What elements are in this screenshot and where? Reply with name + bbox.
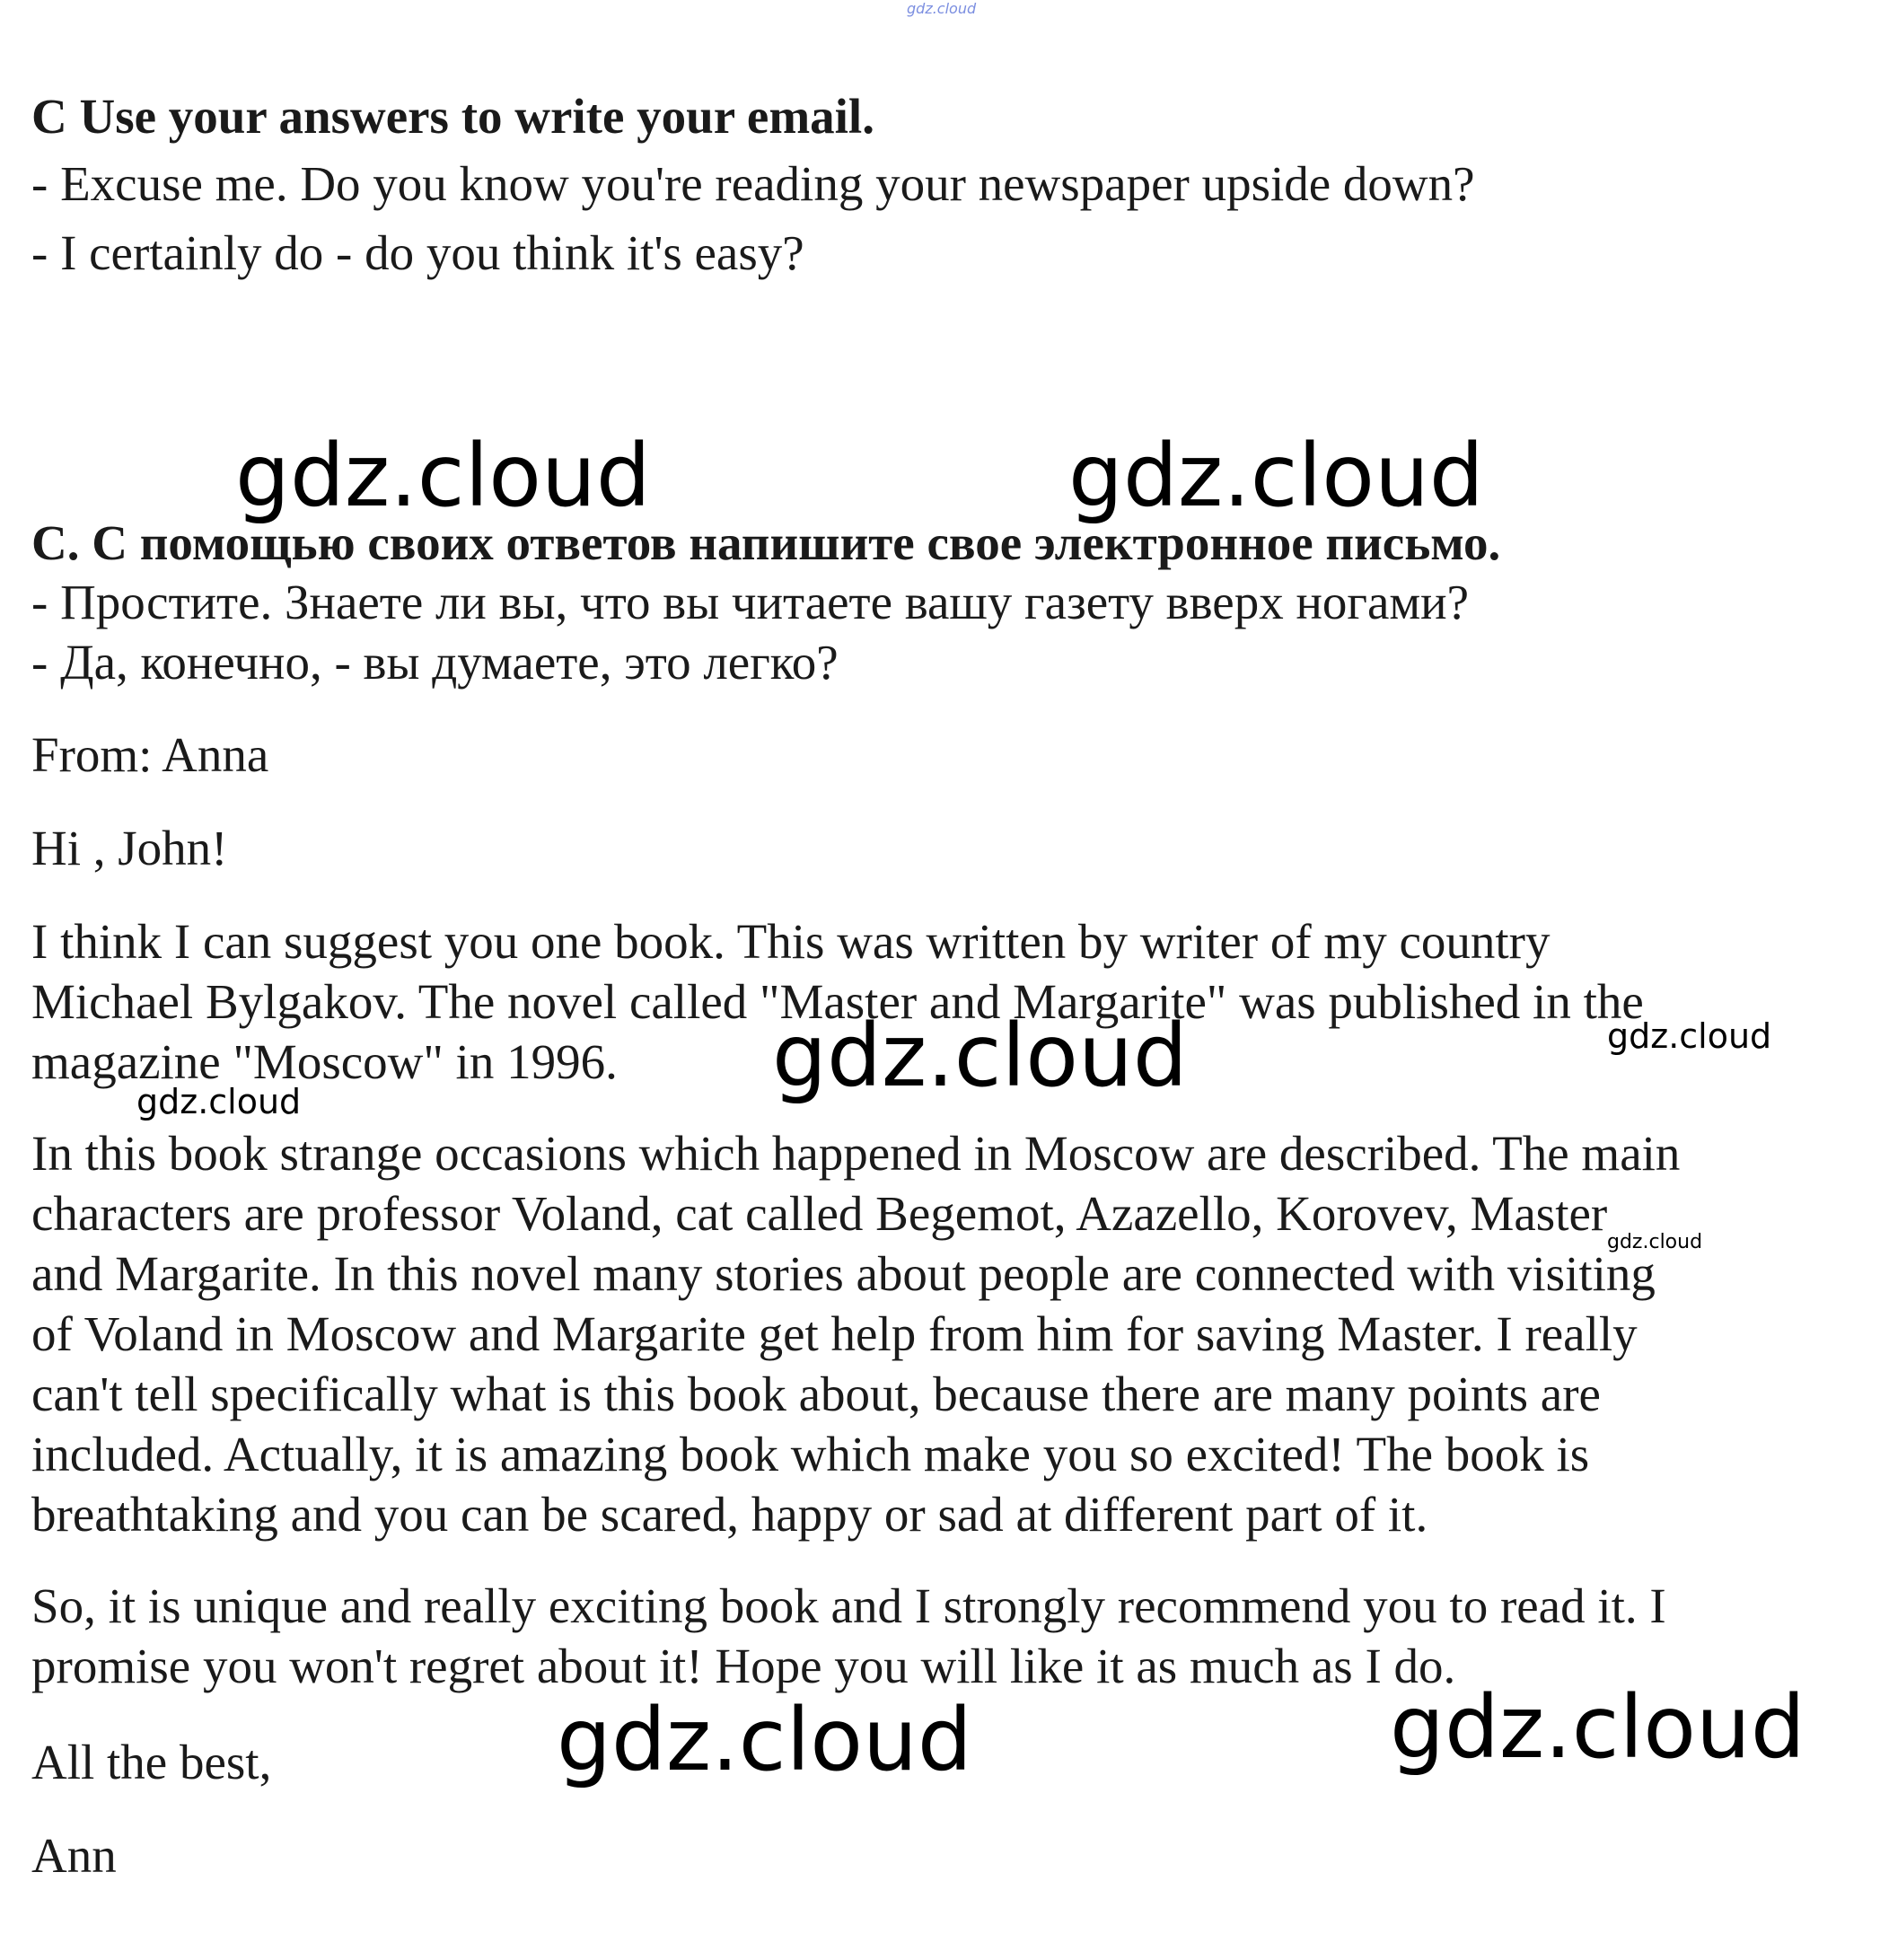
task-heading-ru: C. С помощью своих ответов напишите свое электронное письмо. xyxy=(31,515,1501,570)
email-paragraph-2-line: included. Actually, it is amazing book which make you so excited! The book is xyxy=(31,1427,1590,1481)
email-paragraph-2-line: characters are professor Voland, cat called Begemot, Azazello, Korovev, Master xyxy=(31,1186,1608,1241)
email-paragraph-3-line: So, it is unique and really exciting book and I strongly recommend you to read it. I xyxy=(31,1578,1666,1633)
email-paragraph-2-line: and Margarite. In this novel many stories about people are connected with visiting xyxy=(31,1246,1656,1301)
watermark: gdz.cloud xyxy=(1068,426,1484,526)
watermark: gdz.cloud xyxy=(1607,1231,1703,1253)
watermark: gdz.cloud xyxy=(557,1690,972,1790)
watermark: gdz.cloud xyxy=(235,426,651,526)
email-paragraph-1-line: magazine "Moscow" in 1996. xyxy=(31,1034,618,1089)
email-paragraph-1-line: Michael Bylgakov. The novel called "Master and Margarite" was published in the xyxy=(31,974,1644,1029)
watermark: gdz.cloud xyxy=(1390,1677,1805,1778)
email-paragraph-2-line: of Voland in Moscow and Margarite get help from him for saving Master. I really xyxy=(31,1306,1638,1361)
task-dialogue-line-1-ru: - Простите. Знаете ли вы, что вы читаете вашу газету вверх ногами? xyxy=(31,575,1470,629)
email-greeting: Hi , John! xyxy=(31,821,228,875)
task-heading-en: C Use your answers to write your email. xyxy=(31,89,874,144)
watermark: gdz.cloud xyxy=(1607,1016,1772,1056)
task-dialogue-line-2-ru: - Да, конечно, - вы думаете, это легко? xyxy=(31,635,839,690)
email-paragraph-2 xyxy=(31,1123,1854,1544)
email-paragraph-2-line: breathtaking and you can be scared, happy or sad at different part of it. xyxy=(31,1487,1428,1542)
email-from: From: Anna xyxy=(31,727,269,782)
task-dialogue-line-1-en: - Excuse me. Do you know you're reading your newspaper upside down? xyxy=(31,156,1475,211)
email-paragraph-1-line: I think I can suggest you one book. This was written by writer of my country xyxy=(31,914,1551,969)
header-watermark: gdz.cloud xyxy=(907,0,977,17)
email-signature: Ann xyxy=(31,1828,117,1883)
task-dialogue-line-2-en: - I certainly do - do you think it's easy? xyxy=(31,225,804,280)
email-paragraph-3-line: promise you won't regret about it! Hope you will like it as much as I do. xyxy=(31,1639,1456,1693)
email-paragraph-2-line: can't tell specifically what is this book about, because there are many points are xyxy=(31,1367,1601,1421)
email-paragraph-2-line: In this book strange occasions which happened in Moscow are described. The main xyxy=(31,1126,1681,1181)
email-closing: All the best, xyxy=(31,1735,272,1789)
watermark: gdz.cloud xyxy=(772,1006,1188,1106)
watermark: gdz.cloud xyxy=(136,1082,302,1121)
